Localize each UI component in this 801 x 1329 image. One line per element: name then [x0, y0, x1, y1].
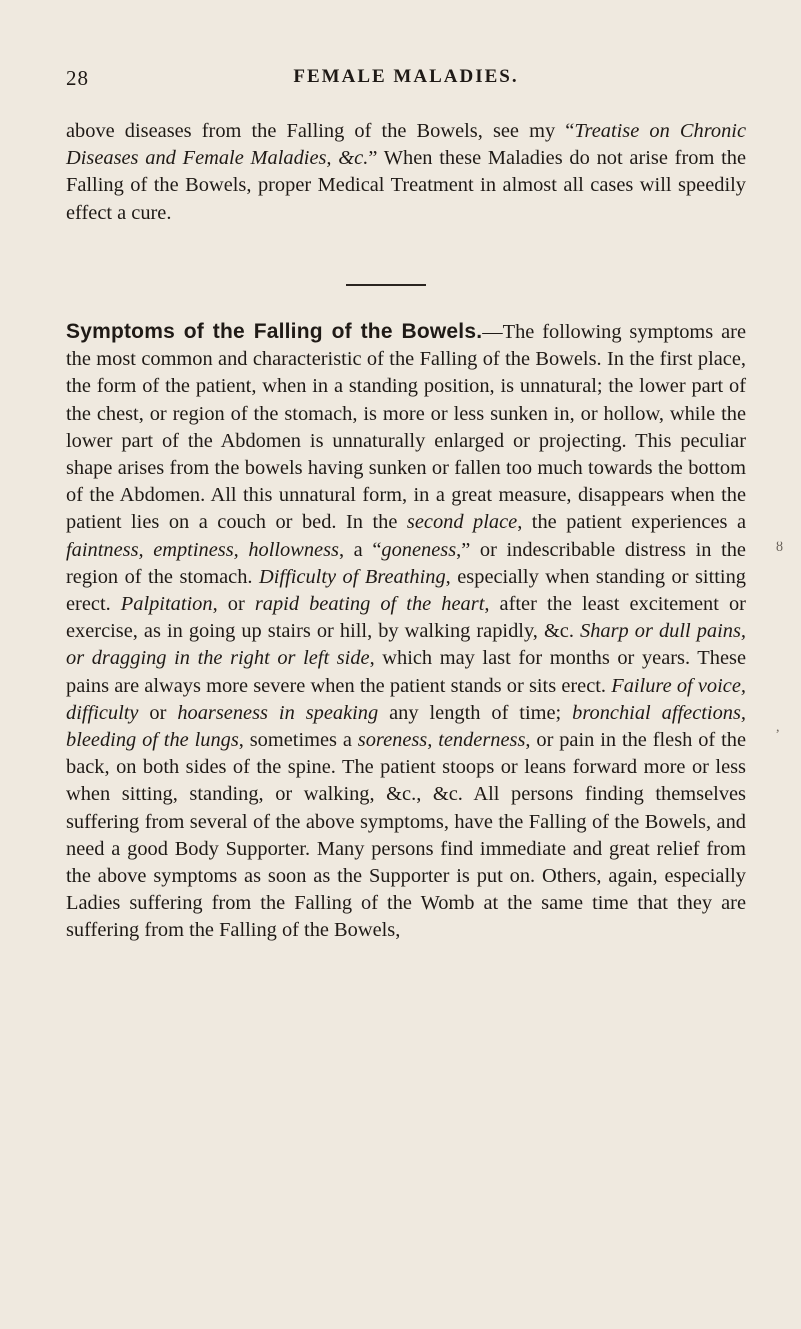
italic-run: goneness [381, 538, 457, 561]
text-run: , or [212, 593, 255, 616]
italic-run: hoarseness in speaking [177, 701, 379, 724]
text-run: , especially when standing or sitting erect. [66, 565, 746, 616]
italic-run: Difficulty of Breathing [259, 565, 446, 588]
page-number: 28 [66, 66, 89, 90]
page-header [66, 66, 746, 96]
text-run: ” When these Maladies do not arise from the Falling of the Bowels, proper Medical Treatment in almost all cases will speedily effect a cure. [66, 147, 746, 224]
italic-run: soreness, tenderness [357, 729, 526, 752]
text-run: , or pain in the flesh of the back, on both sides of the spine. The patient stoops or leans forward more or less when sitting, standing, or walking, &c., &c. All persons finding themselves suffering from several of the above symptoms, have the Falling of the Bowels, and need a good Body Supporter. Many persons find immediate and great relief from the above symptoms as soon as the Supporter is put on. Others, again, especially Ladies suffering from the Falling of the Womb at the same time that they are suffering from the Falling of the Bowels, [66, 729, 746, 942]
text-run: , a “ [338, 538, 382, 561]
italic-run: Failure of voice, difficulty [66, 674, 746, 724]
section-divider [346, 284, 426, 286]
paragraph-treatise-reference [66, 118, 746, 227]
text-run: , which may last for months or years. These pains are always more severe when the patient stands or sits erect. [66, 647, 746, 697]
italic-run: second place [406, 511, 518, 534]
text-run: any length of time; [378, 701, 573, 724]
italic-run: bronchial affections, bleeding of the lungs [66, 701, 747, 752]
margin-mark: ȣ [776, 540, 783, 555]
text-run: above diseases from the Falling of the Bowels, see my “ [66, 120, 575, 142]
running-head: FEMALE MALADIES. [293, 66, 519, 87]
text-run: —The following symptoms are the most common and characteristic of the Falling of the Bowels. In the first place, the form of the patient, when in a standing position, is unnatural; the lower part of the chest, or region of the stomach, is more or less sunken in, or hollow, while the lower part of the Abdomen is unnaturally enlarged or projecting. This peculiar shape arises from the bowels having sunken or fallen too much towards the bottom of the Abdomen. All this unnatural form, in a great measure, disappears when the patient lies on a couch or bed. In the [66, 321, 746, 534]
text-run: , after the least excitement or exercise, as in going up stairs or hill, by walking rapidly, &c. [66, 593, 746, 643]
text-run: ,” or indescribable distress in the region of the stomach. [66, 538, 746, 588]
text-run: , sometimes a [238, 729, 358, 752]
text-run: , the patient experiences a [517, 511, 746, 534]
text-run: or [138, 701, 178, 724]
paragraph-symptoms [66, 318, 746, 945]
margin-mark: , [776, 720, 780, 735]
section-heading: Symptoms of the Falling of the Bowels. [66, 320, 483, 343]
italic-run: Treatise on Chronic Diseases and Female Maladies, &c. [66, 120, 746, 170]
italic-run: Sharp or dull pains, or dragging in the right or left side [66, 620, 746, 670]
italic-run: rapid beating of the heart [254, 593, 485, 616]
italic-run: faintness, emptiness, hollowness [66, 538, 339, 561]
italic-run: Palpitation [120, 593, 213, 616]
